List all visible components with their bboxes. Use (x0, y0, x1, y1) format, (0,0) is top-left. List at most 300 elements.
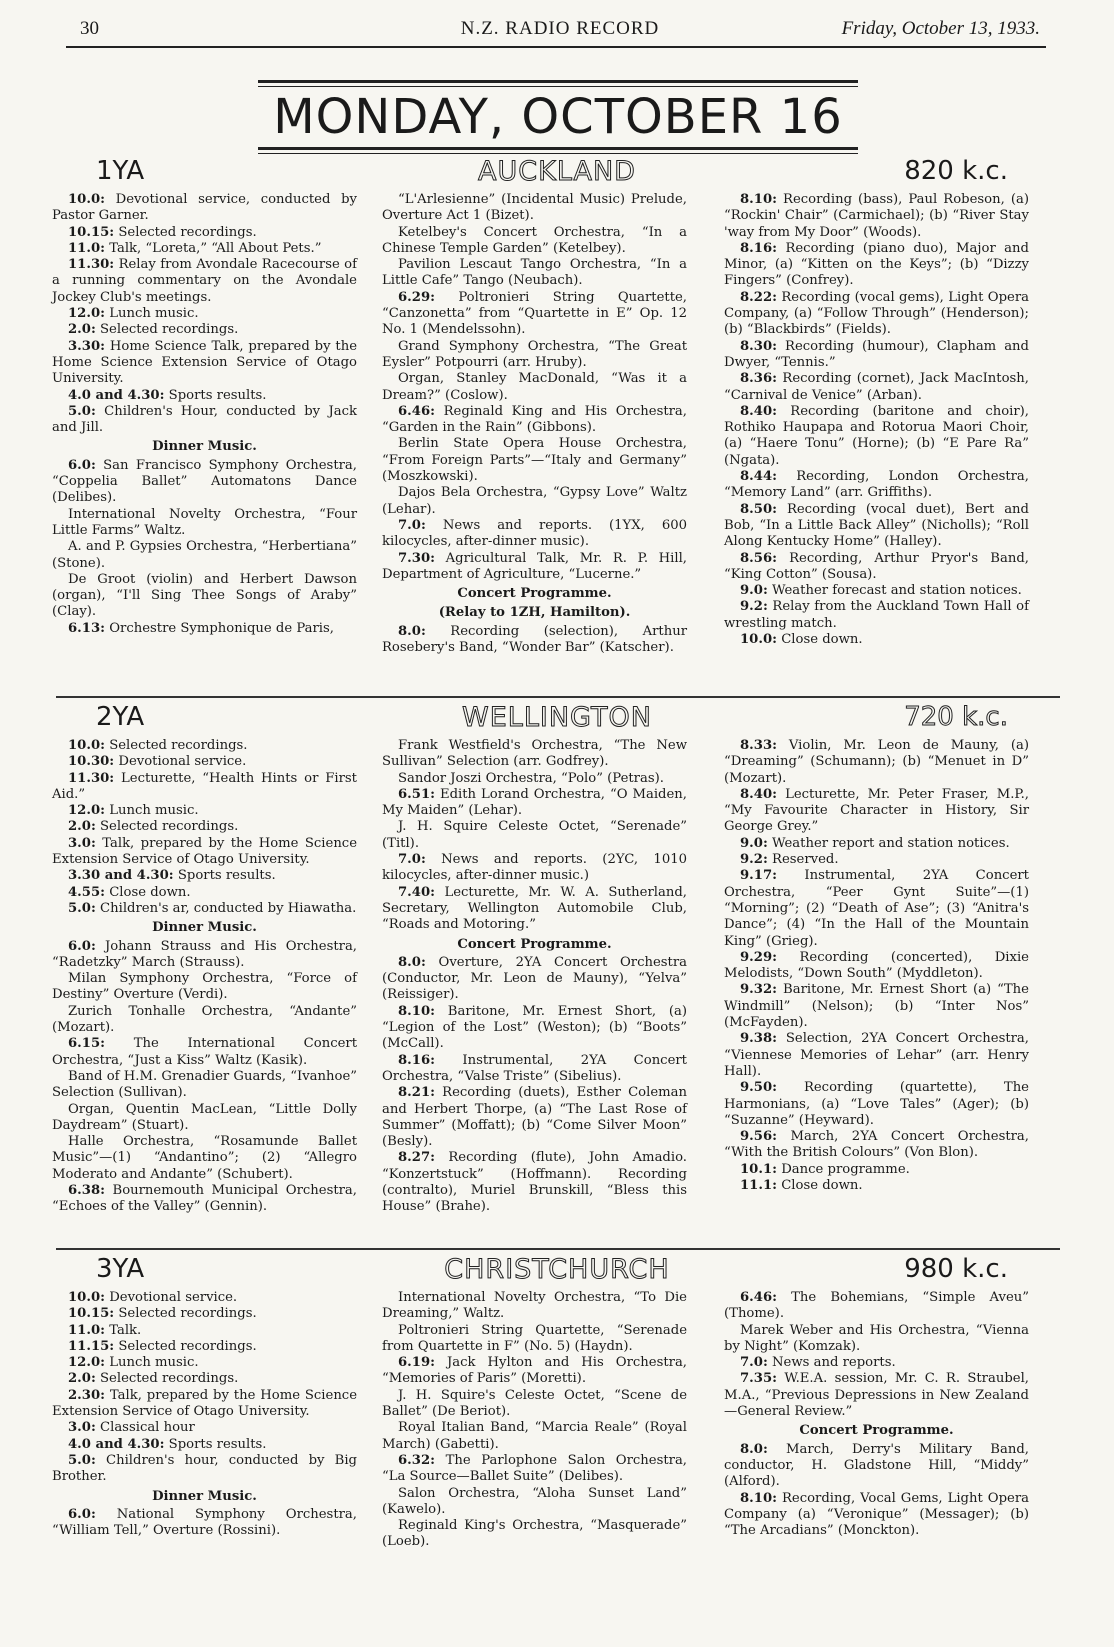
programme-time: 9.0: (740, 835, 768, 851)
station-section-1ya (52, 156, 1062, 656)
programme-time: 9.0: (740, 583, 768, 599)
programme-text: Sports results. (168, 1436, 267, 1452)
programme-entry (52, 1102, 357, 1135)
programme-time: 9.50: (740, 1080, 777, 1096)
programme-text: Organ, Quentin MacLean, “Little Dolly Daydream” (Stuart). (52, 1101, 357, 1133)
programme-text: News and reports. (2YC, 1010 kilocycles, after-dinner music.) (382, 852, 687, 884)
programme-entry (52, 322, 357, 338)
programme-text: Lunch music. (109, 1355, 199, 1371)
programme-text: Talk. (109, 1322, 142, 1338)
programme-entry (382, 787, 687, 820)
section-header (52, 702, 1062, 738)
programme-entry (724, 1080, 1029, 1129)
programme-text: Grand Symphony Orchestra, “The Great Eysler” Potpourri (arr. Hruby). (382, 338, 687, 370)
programme-text: Selected recordings. (118, 1306, 257, 1322)
programme-text: “L'Arlesienne” (Incidental Music) Prelude, Overture Act 1 (Bizet). (382, 192, 687, 224)
programme-time: 3.30 and 4.30: (68, 868, 174, 884)
programme-text: The Parlophone Salon Orchestra, “La Source—Ballet Suite” (Delibes). (382, 1452, 687, 1485)
programme-entry (52, 1069, 357, 1102)
programme-time: 4.0 and 4.30: (68, 1436, 165, 1452)
programme-entry (52, 1183, 357, 1216)
programme-text: Reginald King's Orchestra, “Masquerade” (Loeb). (382, 1518, 687, 1550)
section-header (52, 156, 1062, 192)
programme-time: 8.40: (740, 786, 777, 802)
programme-time: 6.29: (398, 289, 435, 305)
programme-text: Close down. (781, 1178, 863, 1194)
programme-text: Band of H.M. Grenadier Guards, “Ivanhoe” Selection (Sullivan). (52, 1068, 357, 1101)
programme-text: Sports results. (168, 387, 267, 403)
programme-entry (52, 458, 357, 507)
programme-entry (724, 469, 1029, 502)
programme-text: Devotional service. (118, 754, 247, 770)
programme-entry (52, 257, 357, 306)
programme-column (724, 192, 1029, 648)
programme-entry (52, 1453, 357, 1486)
programme-text: Halle Orchestra, “Rosamunde Ballet Music”—(1) “Andantino”; (2) “Allegro Moderato and Andante” (Schubert). (52, 1134, 357, 1182)
programme-text: Poltronieri String Quartette, “Canzonetta” from “Quartette in E” Op. 12 No. 1 (Mendelssohn). (382, 289, 687, 338)
programme-text: Close down. (781, 632, 863, 648)
programme-entry (382, 1453, 687, 1486)
programme-entry (382, 1355, 687, 1388)
programme-text: Frank Westfield's Orchestra, “The New Sullivan” Selection (arr. Godfrey). (382, 738, 687, 770)
programme-text: Selected recordings. (100, 1371, 239, 1387)
page-header (80, 14, 1040, 44)
programme-text: Baritone, Mr. Ernest Short (a) “The Windmill” (Nelson); (b) “Inter Nos” (McFayden). (724, 982, 1029, 1031)
programme-text: Johann Strauss and His Orchestra, “Radetzky” March (Strauss). (52, 938, 357, 970)
programme-text: J. H. Squire's Celeste Octet, “Scene de Ballet” (De Beriot). (382, 1387, 687, 1420)
programme-text: J. H. Squire Celeste Octet, “Serenade” (Titl). (382, 819, 687, 851)
station-city: WELLINGTON (462, 702, 652, 733)
programme-text: March, Derry's Military Band, conductor, H. Gladstone Hill, “Middy” (Alford). (724, 1441, 1029, 1490)
station-call-sign: 3YA (96, 1254, 145, 1284)
programme-entry (724, 1290, 1029, 1323)
programme-entry (382, 371, 687, 404)
programme-entry (724, 1323, 1029, 1356)
programme-time: 6.51: (398, 786, 435, 802)
programme-entry (52, 1437, 357, 1453)
programme-text: Home Science Talk, prepared by the Home Science Extension Service of Otago University. (52, 338, 357, 387)
programme-time: 6.46: (740, 1290, 777, 1305)
programme-time: 11.0: (68, 240, 105, 256)
programme-text: International Novelty Orchestra, “Four Little Farms” Waltz. (52, 506, 357, 538)
programme-time: 8.0: (740, 1441, 768, 1457)
header-rule (66, 46, 1046, 48)
title-rule-bottom (258, 147, 858, 150)
programme-text: Recording, Arthur Pryor's Band, “King Cotton” (Sousa). (724, 550, 1029, 582)
programme-time: 8.40: (740, 403, 777, 419)
programme-time: 2.0: (68, 322, 96, 338)
programme-entry (382, 1420, 687, 1453)
programme-text: Reserved. (772, 852, 839, 868)
programme-text: Ketelbey's Concert Orchestra, “In a Chinese Temple Garden” (Ketelbey). (382, 224, 687, 256)
programme-text: Recording (vocal duet), Bert and Bob, “In a Little Back Alley” (Nicholls); “Roll Along Kentucky Home” (Halley). (724, 501, 1029, 550)
programme-text: Devotional service. (109, 1290, 238, 1305)
programme-text: Selected recordings. (118, 224, 257, 240)
programme-entry (382, 518, 687, 551)
programme-entry (724, 787, 1029, 836)
programme-entry (382, 551, 687, 584)
programme-text: Recording (quartette), The Harmonians, (a) “Love Tales” (Ager); (b) “Suzanne” (Heyward). (724, 1080, 1029, 1128)
programme-time: 10.15: (68, 224, 115, 240)
programme-text: Baritone, Mr. Ernest Short, (a) “Legion of the Lost” (Weston); (b) “Boots” (McCall). (382, 1003, 687, 1052)
subheading: Concert Programme. (799, 1423, 954, 1439)
programme-time: 5.0: (68, 900, 96, 916)
section-divider (56, 696, 1060, 698)
programme-text: The Bohemians, “Simple Aveu” (Thome). (724, 1290, 1029, 1322)
programme-entry (724, 1355, 1029, 1371)
programme-time: 8.27: (398, 1150, 435, 1166)
programme-entry (724, 1178, 1029, 1194)
programme-time: 8.50: (740, 501, 777, 517)
programme-text: Royal Italian Band, “Marcia Reale” (Royal March) (Gabetti). (382, 1420, 687, 1452)
programme-text: Weather forecast and station notices. (772, 583, 1022, 599)
programme-entry (382, 955, 687, 1004)
publication-name: N.Z. RADIO RECORD (460, 18, 660, 39)
programme-time: 4.55: (68, 884, 105, 900)
programme-entry (724, 599, 1029, 632)
programme-entry (724, 551, 1029, 584)
programme-text: Devotional service, conducted by Pastor Garner. (52, 192, 357, 224)
programme-entry (52, 868, 357, 884)
programme-text: Overture, 2YA Concert Orchestra (Conductor, Mr. Leon de Mauny), “Yelva” (Reissiger). (382, 954, 687, 1003)
programme-entry (724, 1129, 1029, 1162)
programme-entry (52, 192, 357, 225)
programme-time: 7.30: (398, 550, 435, 566)
programme-text: Recording (baritone and choir), Rothiko Haupapa and Rotorua Maori Choir, (a) “Haere Tonu” (Horne); (b) “E Pare Ra” (Ngata). (724, 403, 1029, 468)
programme-column (52, 1290, 357, 1539)
programme-entry (382, 1323, 687, 1356)
programme-text: Lunch music. (109, 803, 199, 819)
programme-time: 12.0: (68, 306, 105, 322)
programme-text: Talk, prepared by the Home Science Extension Service of Otago University. (52, 835, 357, 868)
programme-text: Instrumental, 2YA Concert Orchestra, “Peer Gynt Suite”—(1) “Morning”; (2) “Death of Ase”; (3) “Anitra's Dance”; (4) “In the Hall of the Mountain King” (Grieg). (724, 868, 1029, 949)
programme-time: 6.19: (398, 1355, 435, 1371)
programme-entry (724, 950, 1029, 983)
programme-text: Dance programme. (781, 1161, 910, 1177)
programme-text: San Francisco Symphony Orchestra, “Coppelia Ballet” Automatons Dance (Delibes). (52, 457, 357, 506)
programme-text: Relay from Avondale Racecourse of a running commentary on the Avondale Jockey Club's meetings. (52, 257, 357, 305)
programme-entry (52, 1306, 357, 1322)
programme-entry (52, 507, 357, 540)
programme-entry (52, 738, 357, 754)
programme-text: Selected recordings. (100, 819, 239, 835)
programme-text: Lecturette, Mr. Peter Fraser, M.P., “My Favourite Character in History, Sir George Grey.” (724, 786, 1029, 835)
programme-entry (52, 1355, 357, 1371)
programme-entry (382, 852, 687, 885)
programme-text: Talk, “Loreta,” “All About Pets.” (109, 240, 322, 256)
programme-time: 8.10: (398, 1003, 435, 1019)
programme-entry (724, 241, 1029, 290)
programme-entry (52, 1004, 357, 1037)
programme-time: 10.0: (68, 1290, 105, 1305)
programme-entry (382, 885, 687, 934)
programme-entry (52, 771, 357, 804)
programme-text: National Symphony Orchestra, “William Tell,” Overture (Rossini). (52, 1506, 357, 1539)
programme-entry (382, 436, 687, 485)
programme-time: 4.0 and 4.30: (68, 387, 165, 403)
programme-entry (382, 1085, 687, 1150)
programme-text: Pavilion Lescaut Tango Orchestra, “In a Little Cafe” Tango (Neubach). (382, 257, 687, 289)
programme-text: Selected recordings. (118, 1338, 257, 1354)
programme-time: 3.0: (68, 1420, 96, 1436)
station-section-2ya (52, 702, 1062, 1215)
issue-date: Friday, October 13, 1933. (841, 18, 1040, 39)
programme-text: Lecturette, Mr. W. A. Sutherland, Secretary, Wellington Automobile Club, “Roads and Motoring.” (382, 884, 687, 933)
station-city: AUCKLAND (478, 156, 636, 187)
programme-entry (724, 339, 1029, 372)
programme-time: 9.29: (740, 949, 777, 965)
programme-time: 8.10: (740, 192, 777, 207)
programme-entry (724, 982, 1029, 1031)
programme-text: De Groot (violin) and Herbert Dawson (organ), “I'll Sing Thee Songs of Araby” (Clay). (52, 571, 357, 620)
programme-time: 6.0: (68, 938, 96, 954)
programme-entry (724, 852, 1029, 868)
programme-text: Relay from the Auckland Town Hall of wrestling match. (724, 599, 1029, 631)
programme-text: Jack Hylton and His Orchestra, “Memories of Paris” (Moretti). (382, 1355, 687, 1387)
programme-entry (382, 485, 687, 518)
programme-entry (52, 971, 357, 1004)
programme-entry (52, 225, 357, 241)
programme-time: 11.30: (68, 770, 115, 786)
programme-entry (382, 738, 687, 771)
programme-time: 8.36: (740, 371, 777, 387)
programme-time: 6.32: (398, 1452, 435, 1468)
programme-text: Edith Lorand Orchestra, “O Maiden, My Maiden” (Lehar). (382, 786, 687, 819)
programme-time: 3.0: (68, 835, 96, 851)
programme-time: 8.0: (398, 623, 426, 639)
programme-text: Recording (bass), Paul Robeson, (a) “Rockin' Chair” (Carmichael); (b) “River Stay 'way from My Door” (Woods). (724, 192, 1029, 240)
programme-time: 7.0: (398, 517, 426, 533)
programme-time: 2.30: (68, 1387, 105, 1403)
programme-time: 8.21: (398, 1085, 435, 1101)
station-call-sign: 1YA (96, 156, 145, 186)
title-rule-top (258, 80, 858, 83)
subheading: Dinner Music. (152, 920, 257, 936)
programme-entry (52, 1134, 357, 1183)
programme-text: Recording, Vocal Gems, Light Opera Company (a) “Veronique” (Messager); (b) “The Arcadians” (Monckton). (724, 1490, 1029, 1539)
programme-entry (52, 754, 357, 770)
station-frequency: 980 k.c. (904, 1254, 1008, 1284)
programme-entry (724, 371, 1029, 404)
programme-text: Salon Orchestra, “Aloha Sunset Land” (Kawelo). (382, 1485, 687, 1517)
programme-text: International Novelty Orchestra, “To Die Dreaming,” Waltz. (382, 1290, 687, 1322)
programme-time: 7.35: (740, 1371, 777, 1387)
programme-entry (382, 404, 687, 437)
programme-text: Organ, Stanley MacDonald, “Was it a Dream?” (Coslow). (382, 371, 687, 403)
programme-time: 2.0: (68, 1371, 96, 1387)
programme-text: Agricultural Talk, Mr. R. P. Hill, Department of Agriculture, “Lucerne.” (382, 550, 687, 582)
programme-time: 11.1: (740, 1178, 777, 1194)
programme-column (724, 738, 1029, 1194)
programme-time: 8.16: (398, 1052, 435, 1068)
subheading: Dinner Music. (152, 1488, 257, 1504)
programme-entry (52, 1507, 357, 1540)
subheading: Concert Programme. (457, 586, 612, 602)
programme-time: 10.30: (68, 754, 115, 770)
programme-entry (724, 583, 1029, 599)
programme-entry (724, 738, 1029, 787)
programme-entry (382, 1486, 687, 1519)
programme-time: 11.30: (68, 257, 115, 273)
programme-entry (724, 1442, 1029, 1491)
station-call-sign: 2YA (96, 702, 145, 732)
programme-text: Recording (humour), Clapham and Dwyer, “Tennis.” (724, 338, 1029, 370)
programme-text: Recording (selection), Arthur Rosebery's Band, “Wonder Bar” (Katscher). (382, 623, 687, 656)
programme-text: Marek Weber and His Orchestra, “Vienna by Night” (Komzak). (724, 1322, 1029, 1354)
programme-entry (382, 225, 687, 258)
programme-entry (52, 388, 357, 404)
programme-time: 8.30: (740, 338, 777, 354)
station-section-3ya (52, 1254, 1062, 1550)
programme-text: Zurich Tonhalle Orchestra, “Andante” (Mozart). (52, 1003, 357, 1036)
programme-time: 7.0: (398, 852, 426, 868)
programme-time: 10.0: (740, 632, 777, 648)
programme-time: 8.0: (398, 954, 426, 970)
programme-entry (52, 621, 357, 637)
programme-entry (382, 192, 687, 225)
programme-text: A. and P. Gypsies Orchestra, “Herbertiana” (Stone). (52, 539, 357, 571)
programme-time: 9.17: (740, 868, 777, 884)
page-number: 30 (80, 18, 99, 39)
programme-entry (382, 1518, 687, 1551)
programme-entry (382, 624, 687, 657)
section-divider (56, 1248, 1060, 1250)
programme-entry (52, 819, 357, 835)
programme-time: 7.0: (740, 1355, 768, 1371)
programme-text: Recording (duets), Esther Coleman and Herbert Thorpe, (a) “The Last Rose of Summer” (Moffatt); (b) “Come Silver Moon” (Besly). (382, 1085, 687, 1150)
station-frequency: 720 k.c. (904, 702, 1008, 732)
programme-time: 10.15: (68, 1306, 115, 1322)
day-title-box (258, 80, 858, 154)
programme-column (382, 192, 687, 656)
programme-time: 6.0: (68, 457, 96, 473)
programme-text: Close down. (109, 884, 191, 900)
programme-time: 9.38: (740, 1031, 777, 1047)
programme-time: 8.44: (740, 469, 777, 485)
programme-time: 8.10: (740, 1490, 777, 1506)
programme-time: 9.2: (740, 852, 768, 868)
programme-text: Recording (concerted), Dixie Melodists, “Down South” (Myddleton). (724, 949, 1029, 982)
programme-entry (52, 539, 357, 572)
programme-time: 9.2: (740, 599, 768, 615)
programme-entry (52, 1420, 357, 1436)
programme-time: 8.33: (740, 738, 777, 753)
programme-text: Dajos Bela Orchestra, “Gypsy Love” Waltz (Lehar). (382, 485, 687, 517)
programme-entry (382, 1053, 687, 1086)
programme-time: 6.13: (68, 620, 105, 636)
programme-entry (382, 1388, 687, 1421)
programme-text: Selected recordings. (100, 322, 239, 338)
programme-entry (382, 339, 687, 372)
programme-text: Berlin State Opera House Orchestra, “From Foreign Parts”—“Italy and Germany” (Moszkowski). (382, 436, 687, 485)
programme-entry (52, 803, 357, 819)
programme-entry (52, 1339, 357, 1355)
programme-time: 11.0: (68, 1322, 105, 1338)
programme-text: Classical hour (100, 1420, 195, 1436)
programme-text: Talk, prepared by the Home Science Extension Service of Otago University. (52, 1387, 357, 1420)
programme-text: March, 2YA Concert Orchestra, “With the British Colours” (Von Blon). (724, 1129, 1029, 1161)
programme-text: Milan Symphony Orchestra, “Force of Destiny” Overture (Verdi). (52, 971, 357, 1003)
programme-entry (52, 836, 357, 869)
programme-time: 10.1: (740, 1161, 777, 1177)
station-frequency: 820 k.c. (904, 156, 1008, 186)
programme-entry (382, 771, 687, 787)
programme-time: 6.0: (68, 1506, 96, 1522)
programme-entry (724, 1162, 1029, 1178)
programme-time: 5.0: (68, 1452, 96, 1468)
programme-time: 8.16: (740, 240, 777, 256)
programme-column (724, 1290, 1029, 1539)
programme-time: 10.0: (68, 738, 105, 753)
programme-entry (382, 290, 687, 339)
programme-column (382, 1290, 687, 1551)
programme-entry (724, 632, 1029, 648)
programme-entry (52, 1388, 357, 1421)
programme-entry (724, 868, 1029, 949)
section-header (52, 1254, 1062, 1290)
programme-column (382, 738, 687, 1216)
programme-time: 6.15: (68, 1036, 105, 1052)
title-rule-bottom-thin (258, 153, 858, 154)
programme-entry (724, 1031, 1029, 1080)
programme-time: 11.15: (68, 1338, 115, 1354)
programme-entry (382, 1290, 687, 1323)
programme-text: Lecturette, “Health Hints or First Aid.” (52, 770, 357, 802)
programme-entry (724, 1371, 1029, 1420)
programme-text: Selected recordings. (109, 738, 248, 753)
programme-text: Lunch music. (109, 306, 199, 322)
title-rule-top-thin (258, 86, 858, 87)
programme-entry (52, 1290, 357, 1306)
programme-text: Recording (flute), John Amadio. “Konzertstuck” (Hoffmann). Recording (contralto), Muriel Brunskill, “Bless this House” (Brahe). (382, 1150, 687, 1215)
programme-text: Children's ar, conducted by Hiawatha. (100, 900, 357, 916)
programme-column (52, 738, 357, 1216)
page-title: MONDAY, OCTOBER 16 (273, 89, 843, 145)
programme-entry (52, 339, 357, 388)
programme-text: Children's Hour, conducted by Jack and Jill. (52, 403, 357, 436)
programme-entry (724, 192, 1029, 241)
programme-text: Sandor Joszi Orchestra, “Polo” (Petras). (398, 770, 664, 786)
programme-time: 10.0: (68, 192, 105, 207)
programme-entry (724, 290, 1029, 339)
programme-time: 9.56: (740, 1129, 777, 1145)
programme-entry (382, 1004, 687, 1053)
subheading: Dinner Music. (152, 439, 257, 455)
programme-text: W.E.A. session, Mr. C. R. Straubel, M.A., “Previous Depressions in New Zealand—General Review.” (724, 1371, 1029, 1420)
programme-text: The International Concert Orchestra, “Just a Kiss” Waltz (Kasik). (52, 1036, 357, 1068)
programme-entry (52, 1323, 357, 1339)
programme-entry (724, 502, 1029, 551)
station-city: CHRISTCHURCH (444, 1254, 670, 1285)
programme-text: News and reports. (772, 1355, 896, 1371)
programme-text: Reginald King and His Orchestra, “Garden in the Rain” (Gibbons). (382, 403, 687, 436)
programme-entry (52, 404, 357, 437)
programme-entry (52, 939, 357, 972)
programme-text: Poltronieri String Quartette, “Serenade from Quartette in F” (No. 5) (Haydn). (382, 1322, 687, 1354)
programme-time: 8.22: (740, 289, 777, 305)
programme-time: 6.46: (398, 403, 435, 419)
programme-time: 8.56: (740, 550, 777, 566)
programme-entry (724, 836, 1029, 852)
programme-text: Weather report and station notices. (772, 835, 1010, 851)
subheading: (Relay to 1ZH, Hamilton). (438, 605, 631, 621)
programme-text: Violin, Mr. Leon de Mauny, (a) “Dreaming” (Schumann); (b) “Menuet in D” (Mozart). (724, 738, 1029, 786)
programme-time: 2.0: (68, 819, 96, 835)
programme-text: News and reports. (1YX, 600 kilocycles, after-dinner music). (382, 517, 687, 550)
programme-text: Recording, London Orchestra, “Memory Land” (arr. Griffiths). (724, 469, 1029, 501)
programme-entry (52, 885, 357, 901)
programme-entry (52, 572, 357, 621)
